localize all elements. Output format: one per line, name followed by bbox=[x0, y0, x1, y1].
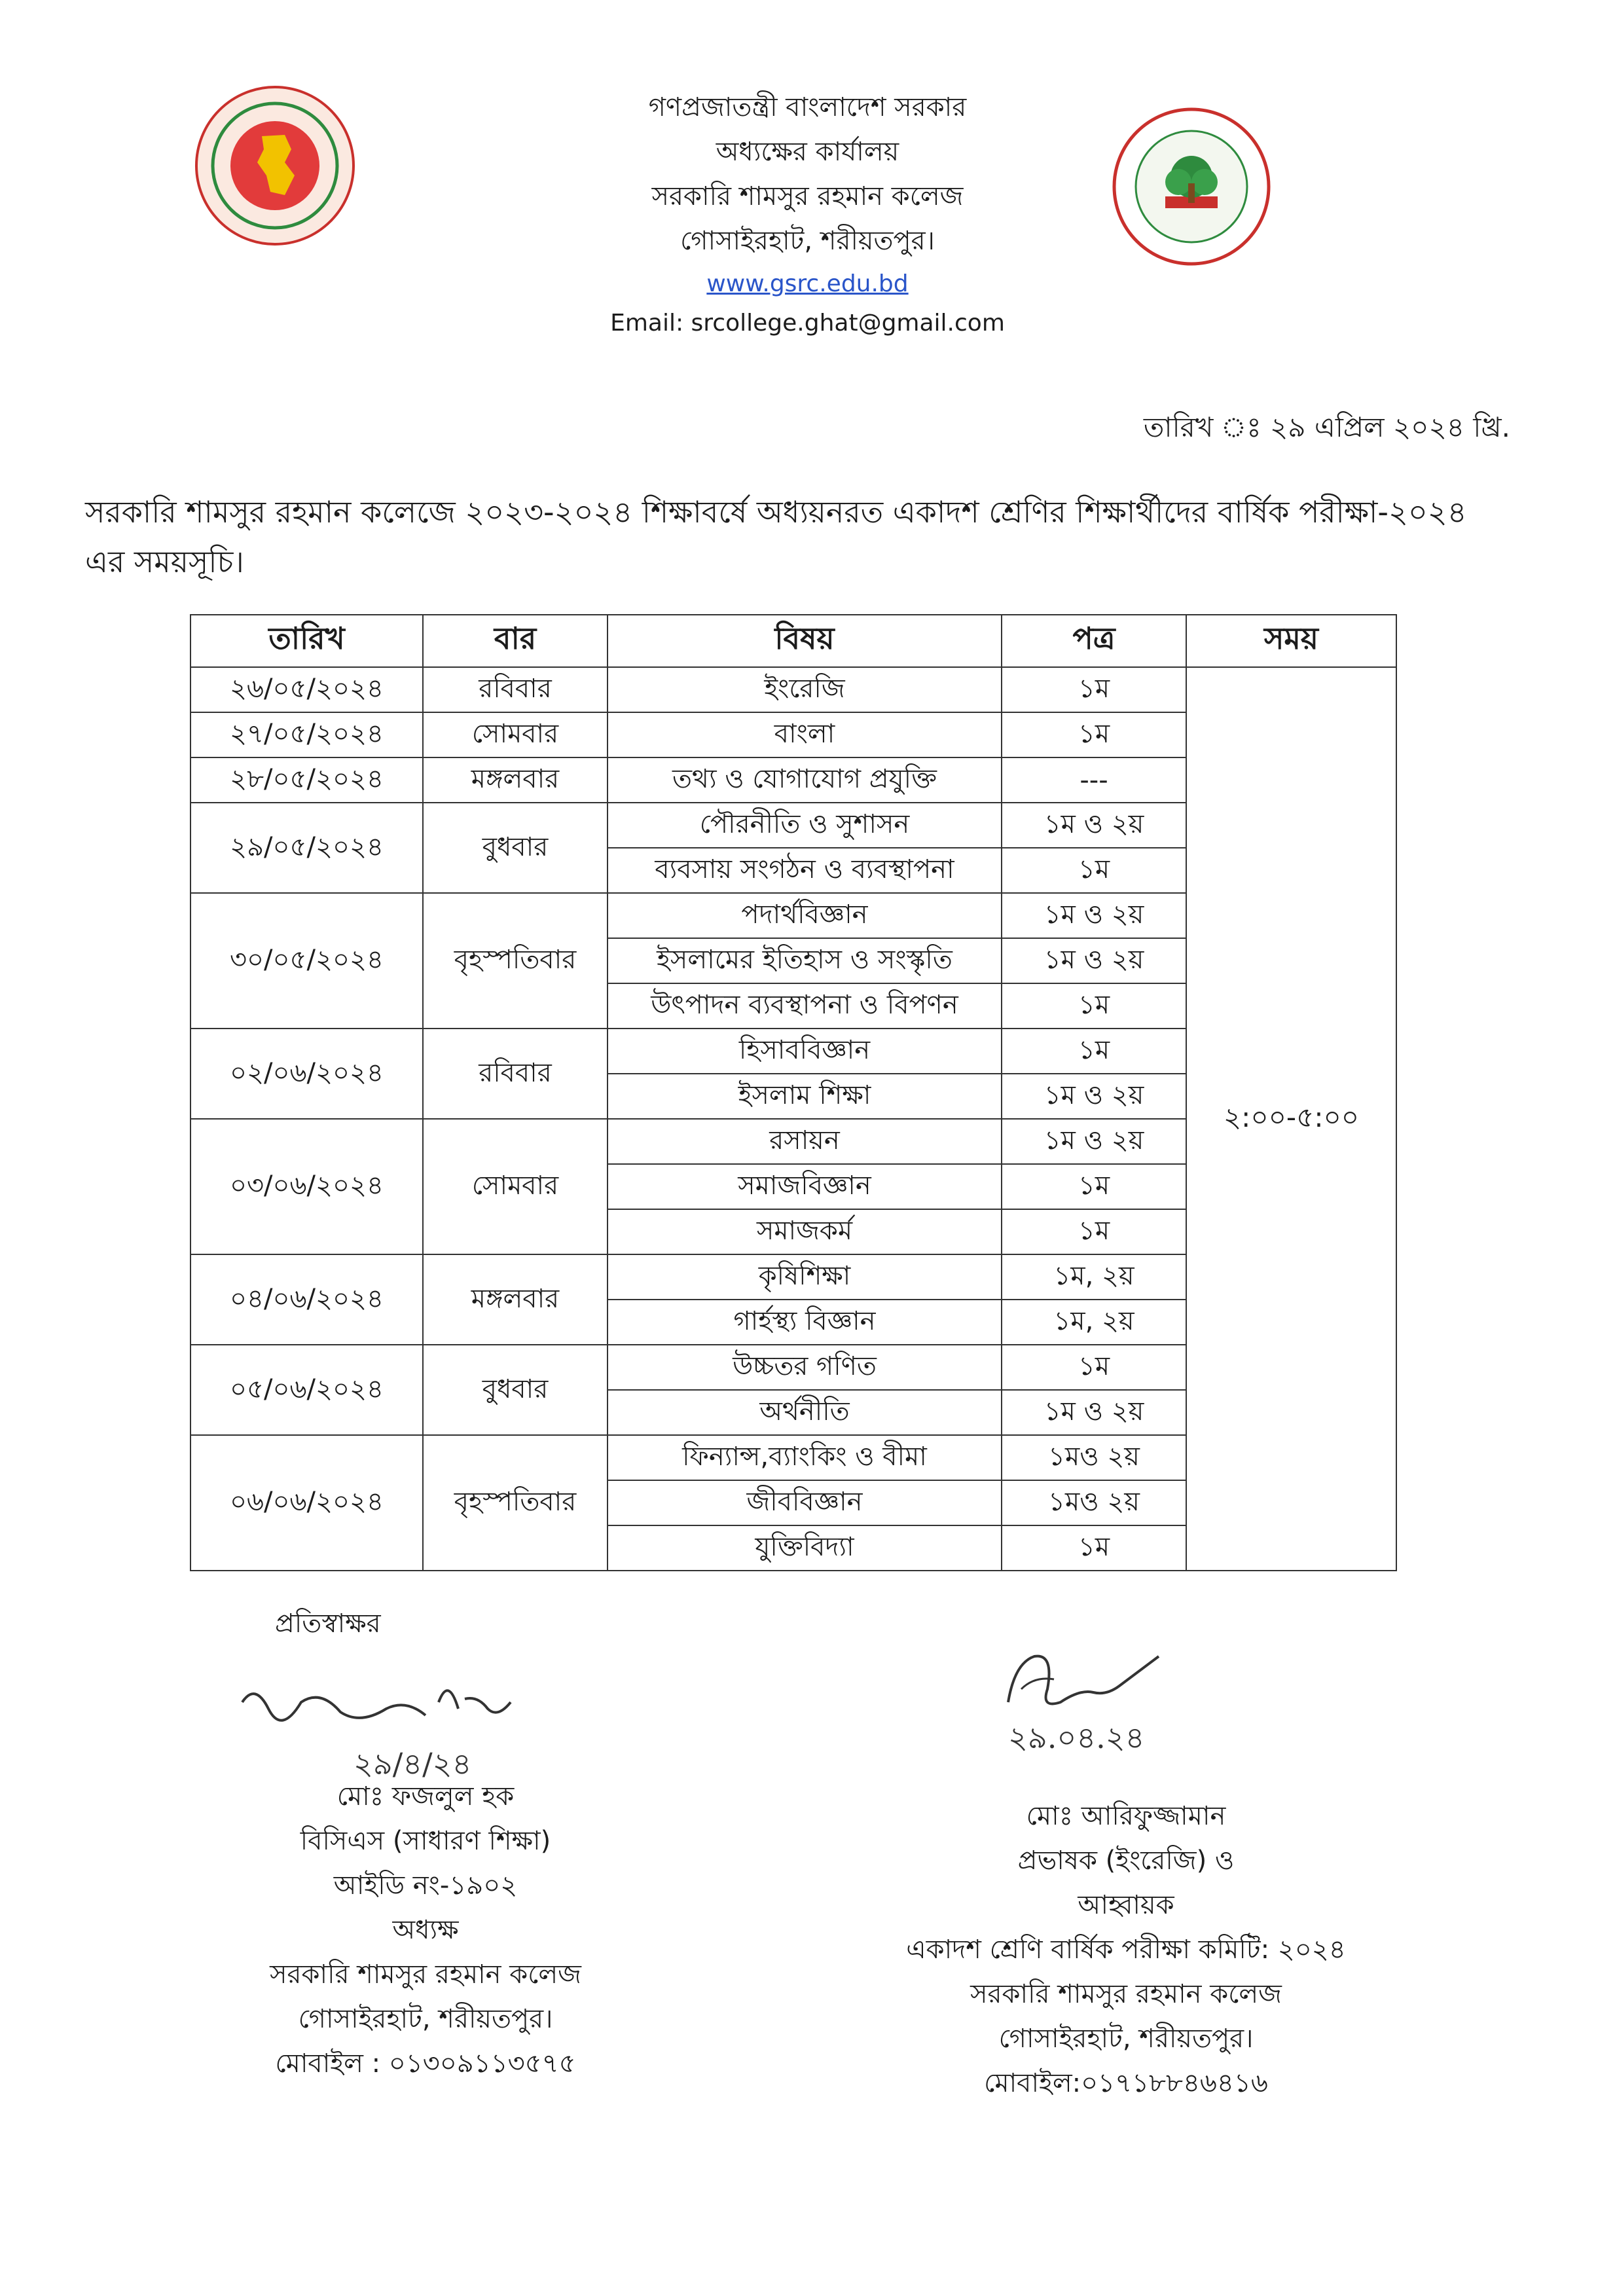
convener-signature-block bbox=[799, 1794, 1453, 2105]
principal-mobile: মোবাইল : ০১৩০৯১১৩৫৭৫ bbox=[275, 2049, 576, 2079]
subject-cell: রসায়ন bbox=[608, 1119, 1002, 1164]
day-cell: মঙ্গলবার bbox=[423, 757, 608, 803]
convener-college: সরকারি শামসুর রহমান কলেজ bbox=[970, 1979, 1282, 2009]
email-line: Email: srcollege.ghat@gmail.com bbox=[610, 310, 1005, 337]
date-cell: ০৩/০৬/২০২৪ bbox=[191, 1119, 423, 1254]
day-cell: মঙ্গলবার bbox=[423, 1254, 608, 1345]
time-cell: ২:০০-৫:০০ bbox=[1186, 667, 1396, 1571]
paper-cell: ১ম, ২য় bbox=[1002, 1300, 1186, 1345]
subject-cell: তথ্য ও যোগাযোগ প্রযুক্তি bbox=[608, 757, 1002, 803]
subject-cell: সমাজবিজ্ঞান bbox=[608, 1164, 1002, 1209]
subject-cell: কৃষিশিক্ষা bbox=[608, 1254, 1002, 1300]
subject-cell: জীববিজ্ঞান bbox=[608, 1480, 1002, 1525]
convener-address: গোসাইরহাট, শরীয়তপুর। bbox=[998, 2024, 1254, 2054]
paper-cell: ১ম, ২য় bbox=[1002, 1254, 1186, 1300]
exam-schedule-table bbox=[190, 614, 1397, 1571]
header-date: তারিখ bbox=[191, 615, 423, 667]
date-cell: ০৫/০৬/২০২৪ bbox=[191, 1345, 423, 1435]
left-signature-date: ২৯/৪/২৪ bbox=[354, 1746, 472, 1781]
paper-cell: ১ম ও ২য় bbox=[1002, 803, 1186, 848]
paper-cell: ১ম bbox=[1002, 712, 1186, 757]
paper-cell: ১ম ও ২য় bbox=[1002, 1390, 1186, 1435]
paper-cell: ১ম bbox=[1002, 1525, 1186, 1571]
date-cell: ২৮/০৫/২০২৪ bbox=[191, 757, 423, 803]
subject-cell: হিসাববিজ্ঞান bbox=[608, 1029, 1002, 1074]
day-cell: সোমবার bbox=[423, 1119, 608, 1254]
principal-address: গোসাইরহাট, শরীয়তপুর। bbox=[298, 2004, 553, 2034]
college-name: সরকারি শামসুর রহমান কলেজ bbox=[651, 181, 964, 211]
date-cell: ০২/০৬/২০২৪ bbox=[191, 1029, 423, 1119]
day-cell: সোমবার bbox=[423, 712, 608, 757]
principal-id: আইডি নং-১৯০২ bbox=[333, 1870, 518, 1901]
college-address: গোসাইরহাট, শরীয়তপুর। bbox=[680, 226, 935, 256]
subject-cell: যুক্তিবিদ্যা bbox=[608, 1525, 1002, 1571]
principal-signature-block bbox=[190, 1774, 661, 2086]
convener-name: মোঃ আরিফুজ্জামান bbox=[1026, 1801, 1226, 1831]
day-cell: বুধবার bbox=[423, 803, 608, 893]
paper-cell: ১ম ও ২য় bbox=[1002, 938, 1186, 983]
principal-name: মোঃ ফজলুল হক bbox=[336, 1781, 515, 1812]
committee-name: একাদশ শ্রেণি বার্ষিক পরীক্ষা কমিটি: ২০২৪ bbox=[906, 1935, 1346, 1965]
header-subject: বিষয় bbox=[608, 615, 1002, 667]
day-cell: বৃহস্পতিবার bbox=[423, 1435, 608, 1571]
office-name: অধ্যক্ষের কার্যালয় bbox=[716, 137, 899, 167]
convener-role: আহ্বায়ক bbox=[1078, 1890, 1174, 1920]
day-cell: বুধবার bbox=[423, 1345, 608, 1435]
paper-cell: ১মও ২য় bbox=[1002, 1435, 1186, 1480]
notice-title: সরকারি শামসুর রহমান কলেজে ২০২৩-২০২৪ শিক্ষাবর্ষে অধ্যয়নরত একাদশ শ্রেণির শিক্ষার্থীদের বার্ষিক পরীক্ষা-২০২৪ এর সময়সূচি। bbox=[85, 494, 1467, 579]
subject-cell: উচ্চতর গণিত bbox=[608, 1345, 1002, 1390]
paper-cell: ১ম bbox=[1002, 667, 1186, 712]
paper-cell: ১ম bbox=[1002, 1029, 1186, 1074]
table-header-row bbox=[191, 615, 1396, 667]
table-row bbox=[191, 667, 1396, 712]
subject-cell: বাংলা bbox=[608, 712, 1002, 757]
subject-cell: উৎপাদন ব্যবস্থাপনা ও বিপণন bbox=[608, 983, 1002, 1029]
paper-cell: ১ম bbox=[1002, 983, 1186, 1029]
date-cell: ২৯/০৫/২০২৪ bbox=[191, 803, 423, 893]
right-handwritten-signature bbox=[995, 1630, 1205, 1728]
day-cell: রবিবার bbox=[423, 1029, 608, 1119]
counter-signature-label: প্রতিস্বাক্ষর bbox=[275, 1609, 381, 1639]
paper-cell: ১ম bbox=[1002, 1345, 1186, 1390]
subject-cell: ইসলাম শিক্ষা bbox=[608, 1074, 1002, 1119]
day-cell: বৃহস্পতিবার bbox=[423, 893, 608, 1029]
subject-cell: পৌরনীতি ও সুশাসন bbox=[608, 803, 1002, 848]
subject-cell: পদার্থবিজ্ঞান bbox=[608, 893, 1002, 938]
right-signature-date: ২৯.০৪.২৪ bbox=[1008, 1720, 1145, 1755]
paper-cell: --- bbox=[1002, 757, 1186, 803]
date-cell: ০৪/০৬/২০২৪ bbox=[191, 1254, 423, 1345]
header-day: বার bbox=[423, 615, 608, 667]
convener-designation: প্রভাষক (ইংরেজি) ও bbox=[1017, 1846, 1235, 1876]
paper-cell: ১ম bbox=[1002, 1209, 1186, 1254]
convener-mobile: মোবাইল:০১৭১৮৮৪৬৪১৬ bbox=[984, 2068, 1268, 2098]
principal-college: সরকারি শামসুর রহমান কলেজ bbox=[270, 1959, 581, 1990]
date-cell: ৩০/০৫/২০২৪ bbox=[191, 893, 423, 1029]
subject-cell: ব্যবসায় সংগঠন ও ব্যবস্থাপনা bbox=[608, 848, 1002, 893]
subject-cell: ইসলামের ইতিহাস ও সংস্কৃতি bbox=[608, 938, 1002, 983]
date-cell: ০৬/০৬/২০২৪ bbox=[191, 1435, 423, 1571]
paper-cell: ১ম ও ২য় bbox=[1002, 1119, 1186, 1164]
paper-cell: ১ম bbox=[1002, 1164, 1186, 1209]
paper-cell: ১ম ও ২য় bbox=[1002, 893, 1186, 938]
issue-date: তারিখ ঃ ২৯ এপ্রিল ২০২৪ খ্রি. bbox=[1143, 411, 1510, 443]
date-cell: ২৬/০৫/২০২৪ bbox=[191, 667, 423, 712]
website-link[interactable]: www.gsrc.edu.bd bbox=[706, 270, 909, 297]
header-time: সময় bbox=[1186, 615, 1396, 667]
principal-cadre: বিসিএস (সাধারণ শিক্ষা) bbox=[300, 1826, 551, 1856]
paper-cell: ১ম ও ২য় bbox=[1002, 1074, 1186, 1119]
subject-cell: অর্থনীতি bbox=[608, 1390, 1002, 1435]
paper-cell: ১ম bbox=[1002, 848, 1186, 893]
paper-cell: ১মও ২য় bbox=[1002, 1480, 1186, 1525]
principal-designation: অধ্যক্ষ bbox=[392, 1915, 459, 1945]
subject-cell: ফিন্যান্স,ব্যাংকিং ও বীমা bbox=[608, 1435, 1002, 1480]
subject-cell: গার্হস্থ্য বিজ্ঞান bbox=[608, 1300, 1002, 1345]
date-cell: ২৭/০৫/২০২৪ bbox=[191, 712, 423, 757]
day-cell: রবিবার bbox=[423, 667, 608, 712]
subject-cell: ইংরেজি bbox=[608, 667, 1002, 712]
subject-cell: সমাজকর্ম bbox=[608, 1209, 1002, 1254]
govt-name: গণপ্রজাতন্ত্রী বাংলাদেশ সরকার bbox=[648, 92, 967, 122]
header-paper: পত্র bbox=[1002, 615, 1186, 667]
